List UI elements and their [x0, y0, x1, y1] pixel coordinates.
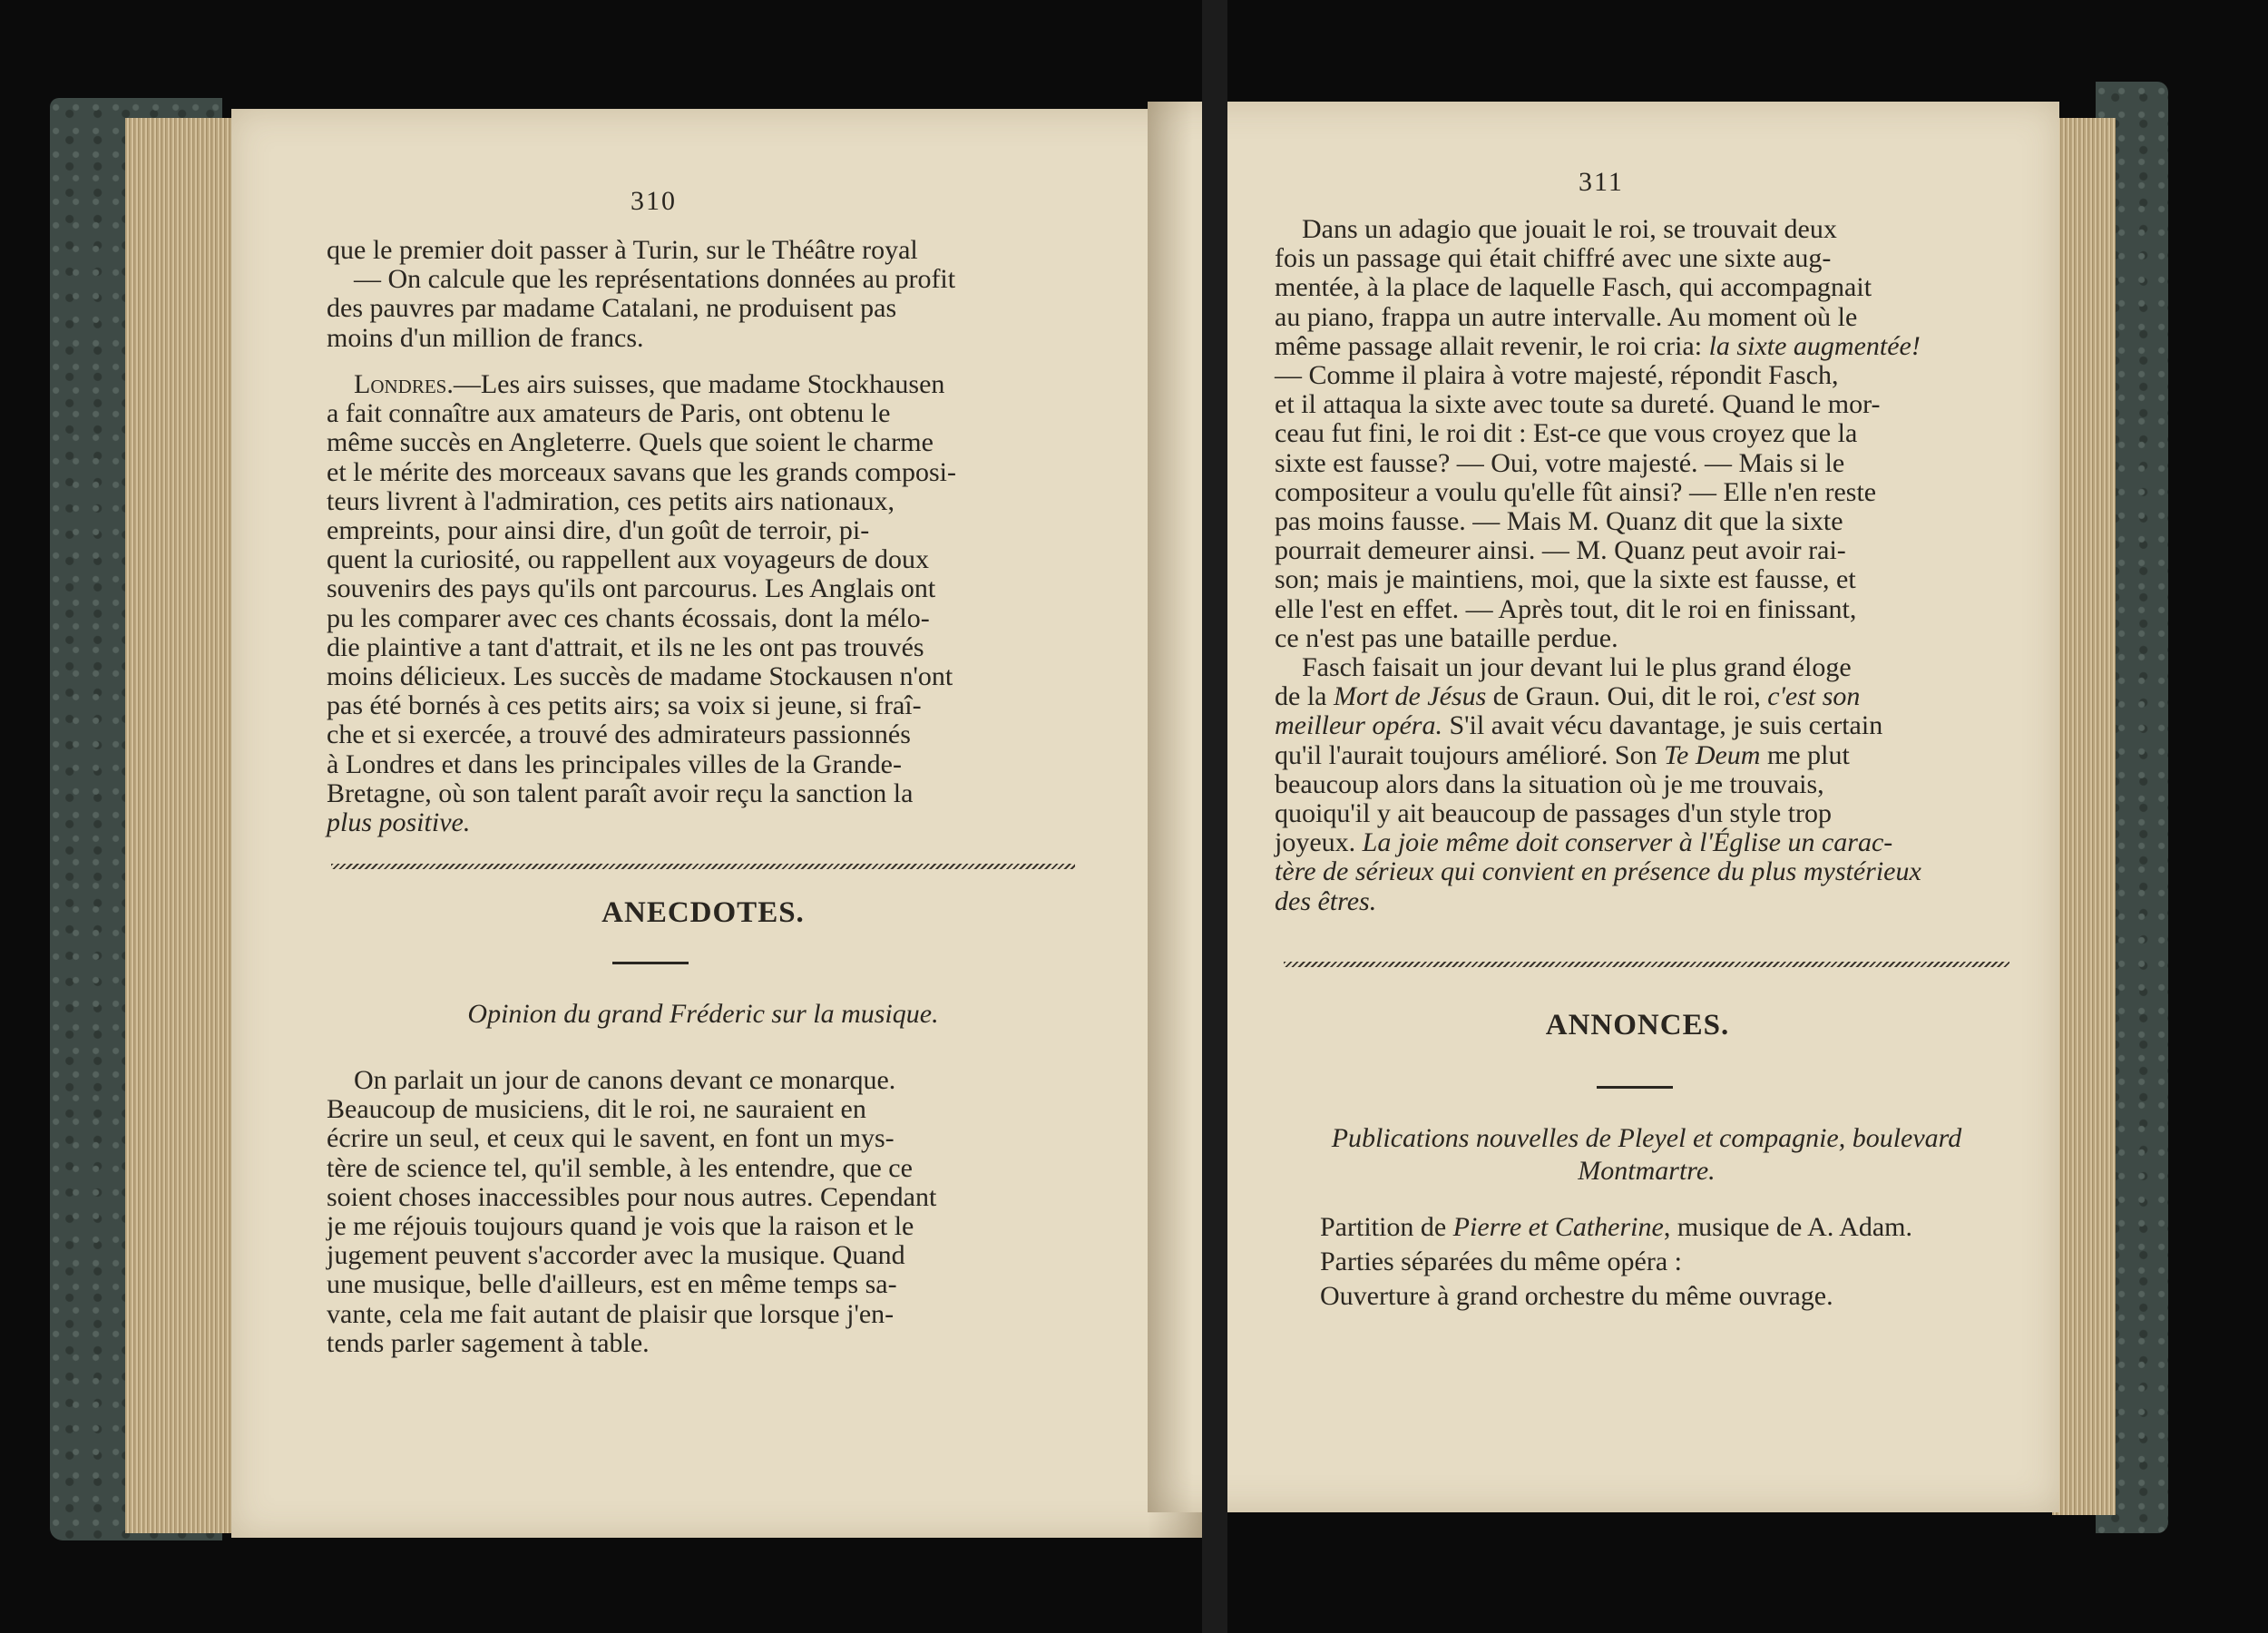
text-line: S'il avait vécu davantage, je suis certain — [1449, 710, 1883, 741]
londres-label: Londres. — [354, 369, 454, 399]
right-page — [1148, 102, 2059, 1512]
text-line: quent la curiosité, ou rappellent aux voyageurs de doux — [327, 544, 929, 575]
text-line: jugement peuvent s'accorder avec la musique. Quand — [327, 1240, 905, 1271]
left-page — [231, 109, 1202, 1538]
text-line: Partition de — [1320, 1212, 1447, 1242]
text-line: vante, cela me fait autant de plaisir que lorsque j'en- — [327, 1298, 894, 1329]
text-line: ce n'est pas une bataille perdue. — [1275, 622, 1618, 653]
text-line: sixte est fausse? — Oui, votre majesté. — Mais si le — [1275, 447, 1845, 478]
text-italic: tère de sérieux qui convient en présence du plus mystérieux — [1275, 856, 1921, 887]
gutter-shadow-right — [1148, 102, 1193, 1512]
text-line: ceau fut fini, le roi dit : Est-ce que vous croyez que la — [1275, 418, 1858, 449]
text-line: pas été bornés à ces petits airs; sa voix si jeune, si fraî- — [327, 690, 922, 721]
text-line: pourrait demeurer ainsi. — M. Quanz peut avoir rai- — [1275, 535, 1846, 566]
page-edges-left — [125, 118, 243, 1533]
anecdote-paragraph — [327, 1066, 1070, 1358]
londres-paragraph — [327, 370, 1070, 837]
text-line: que le premier doit passer à Turin, sur le Théâtre royal — [327, 235, 918, 265]
annonce-title-line: Montmartre. — [1578, 1156, 1716, 1186]
text-italic: meilleur opéra. — [1275, 710, 1442, 741]
text-line: qu'il l'aurait toujours amélioré. Son — [1275, 739, 1657, 770]
anecdote-title: Opinion du grand Fréderic sur la musique. — [467, 999, 939, 1029]
text-italic: c'est son — [1767, 681, 1861, 712]
text-line: moins délicieux. Les succès de madame Stockausen n'ont — [327, 661, 953, 692]
text-line: moins d'un million de francs. — [327, 322, 644, 353]
text-italic: La joie même doit conserver à l'Église un carac- — [1362, 827, 1893, 858]
text-line: Beaucoup de musiciens, dit le roi, ne sauraient en — [327, 1094, 866, 1125]
text-line: tends parler sagement à table. — [327, 1327, 650, 1358]
page-number-right: 311 — [1579, 167, 1624, 197]
text-line: tère de science tel, qu'il semble, à les entendre, que ce — [327, 1152, 913, 1183]
text-italic: Pierre et Catherine — [1452, 1212, 1664, 1242]
text-line: et il attaqua la sixte avec toute sa dureté. Quand le mor- — [1275, 389, 1881, 420]
text-line: souvenirs des pays qu'ils ont parcourus. Les Anglais ont — [327, 573, 936, 604]
text-line: beaucoup alors dans la situation où je me trouvais, — [1275, 768, 1824, 799]
text-line: — On calcule que les représentations données au profit — [354, 264, 956, 295]
heading-rule — [612, 962, 689, 964]
text-line: a fait connaître aux amateurs de Paris, ont obtenu le — [327, 398, 891, 429]
text-line: pas moins fausse. — Mais M. Quanz dit que la sixte — [1275, 506, 1843, 537]
section-divider — [331, 864, 1075, 869]
text-line: même succès en Angleterre. Quels que soient le charme — [327, 427, 934, 458]
text-line: , musique de A. Adam. — [1663, 1212, 1912, 1242]
text-line: de Graun. Oui, dit le roi, — [1492, 681, 1761, 712]
text-line: même passage allait revenir, le roi cria: — [1275, 330, 1703, 361]
left-continuation — [327, 236, 1070, 353]
text-line: — Comme il plaira à votre majesté, répondit Fasch, — [1275, 360, 1839, 391]
text-line: Ouverture à grand orchestre du même ouvrage. — [1320, 1281, 1833, 1311]
page-number-left: 310 — [631, 186, 677, 216]
text-italic: Te Deum — [1664, 739, 1761, 770]
text-line: des pauvres par madame Catalani, ne produisent pas — [327, 293, 897, 324]
text-line: Dans un adagio que jouait le roi, se trouvait deux — [1302, 214, 1837, 244]
text-line: die plaintive a tant d'attrait, et ils ne les ont pas trouvés — [327, 631, 924, 662]
section-heading-anecdotes: ANECDOTES. — [601, 896, 805, 929]
text-line: au piano, frappa un autre intervalle. Au moment où le — [1275, 301, 1858, 332]
text-italic: des êtres. — [1275, 885, 1377, 916]
annonce-title — [1275, 1122, 2019, 1188]
text-line: soient choses inaccessibles pour nous autres. Cependant — [327, 1181, 937, 1212]
text-line: je me réjouis toujours quand je vois que la raison et le — [327, 1211, 914, 1242]
text-line: une musique, belle d'ailleurs, est en même temps sa- — [327, 1269, 897, 1300]
text-line: teurs livrent à l'admiration, ces petits airs nationaux, — [327, 485, 895, 516]
text-line: joyeux. — [1275, 827, 1356, 858]
text-line: me plut — [1766, 739, 1850, 770]
text-line: On parlait un jour de canons devant ce monarque. — [354, 1065, 896, 1095]
text-line: à Londres et dans les principales villes de la Grande- — [327, 748, 902, 779]
text-line: Fasch faisait un jour devant lui le plus grand éloge — [1302, 652, 1852, 683]
text-line: che et si exercée, a trouvé des admirateurs passionnés — [327, 719, 911, 750]
text-line: écrire un seul, et ceux qui le savent, en font un mys- — [327, 1123, 894, 1154]
text-line: fois un passage qui était chiffré avec une sixte aug- — [1275, 243, 1832, 274]
text-line: compositeur a voulu qu'elle fût ainsi? — Elle n'en reste — [1275, 476, 1877, 507]
text-line: —Les airs suisses, que madame Stockhausen — [453, 369, 945, 399]
section-divider — [1284, 962, 2009, 967]
text-italic: Mort de Jésus — [1333, 681, 1487, 712]
text-line: pu les comparer avec ces chants écossais, dont la mélo- — [327, 602, 930, 633]
heading-rule — [1597, 1086, 1673, 1089]
section-heading-annonces: ANNONCES. — [1545, 1009, 1730, 1041]
spine-gap — [1202, 0, 1227, 1633]
text-line: de la — [1275, 681, 1327, 712]
text-italic: la sixte augmentée! — [1708, 330, 1921, 361]
text-line: Parties séparées du même opéra : — [1320, 1247, 1683, 1276]
annonce-list — [1320, 1210, 2009, 1314]
annonce-title-line: Publications nouvelles de Pleyel et compagnie, boulevard — [1331, 1123, 1962, 1153]
page-edges-right — [2052, 118, 2116, 1515]
adagio-paragraph — [1275, 215, 2000, 916]
text-line: mentée, à la place de laquelle Fasch, qui accompagnait — [1275, 272, 1872, 303]
text-line-italic: plus positive. — [327, 807, 471, 838]
text-line: empreints, pour ainsi dire, d'un goût de terroir, pi- — [327, 515, 870, 546]
text-line: son; mais je maintiens, moi, que la sixte est fausse, et — [1275, 564, 1856, 595]
text-line: Bretagne, où son talent paraît avoir reçu la sanction la — [327, 777, 914, 808]
text-line: elle l'est en effet. — Après tout, dit le roi en finissant, — [1275, 593, 1857, 624]
text-line: et le mérite des morceaux savans que les grands composi- — [327, 456, 956, 487]
text-line: quoiqu'il y ait beaucoup de passages d'un style trop — [1275, 798, 1833, 829]
